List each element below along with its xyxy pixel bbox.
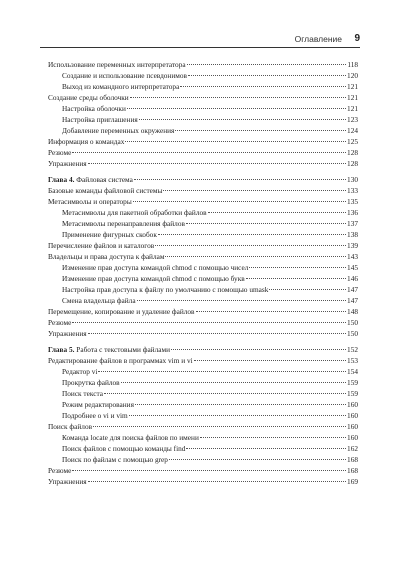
dot-leader [98, 371, 346, 372]
toc-page-number: 145 [347, 263, 358, 272]
toc-entry [48, 262, 358, 273]
dot-leader [93, 426, 346, 427]
toc-entry-title [62, 284, 268, 295]
toc-page-number: 128 [347, 159, 358, 168]
toc-entry-text: Изменение прав доступа командой chmod с помощью букв [62, 274, 245, 283]
toc-entry-text: Редактор vi [62, 367, 98, 376]
toc-entry [48, 158, 358, 169]
toc-entry-text: Метасимволы для пакетной обработки файлов [62, 208, 207, 217]
toc-page-number: 147 [347, 285, 358, 294]
toc-entry-title [62, 295, 136, 306]
toc-entry-title [48, 355, 193, 366]
toc-page-number: 160 [347, 422, 358, 431]
dot-leader [194, 360, 346, 361]
toc-entry-title [62, 262, 248, 273]
toc-entry [48, 114, 358, 125]
toc-entry-title [62, 229, 157, 240]
toc-page-number: 160 [347, 433, 358, 442]
toc-entry-title [62, 207, 207, 218]
toc-page-number: 160 [347, 400, 358, 409]
dot-leader [186, 223, 346, 224]
toc-entry [48, 81, 358, 92]
toc-entry-title [48, 147, 71, 158]
dot-leader [125, 141, 346, 142]
toc-entry-title [62, 70, 187, 81]
toc-entry [48, 295, 358, 306]
toc-page-number: 162 [347, 444, 358, 453]
dot-leader [158, 234, 346, 235]
toc-page-number: 159 [347, 389, 358, 398]
toc-entry-title [62, 273, 245, 284]
toc-entry-text: Метасимволы перенаправления файлов [62, 219, 185, 228]
toc-entry-text: Поиск файлов [48, 422, 93, 431]
toc-page-number: 138 [347, 230, 358, 239]
dot-leader [72, 470, 346, 471]
dot-leader [139, 119, 346, 120]
toc-entry-text: Базовые команды файловой системы [48, 186, 163, 195]
dot-leader [165, 256, 346, 257]
toc-entry-text: Команда locate для поиска файлов по имени [62, 433, 199, 442]
toc-entry-title [62, 103, 126, 114]
toc-entry [48, 147, 358, 158]
toc-page-number: 125 [347, 137, 358, 146]
toc-entry [48, 207, 358, 218]
toc-page-number: 147 [347, 296, 358, 305]
toc-entry-text: Выход из командного интерпретатора [62, 82, 180, 91]
toc-entry [48, 465, 358, 476]
toc-page-number: 168 [347, 455, 358, 464]
dot-leader [246, 278, 346, 279]
toc-page-number: 139 [347, 241, 358, 250]
toc-page-number: 143 [347, 252, 358, 261]
toc-entry-text: Поиск файлов с помощью команды find [62, 444, 186, 453]
toc-entry-title [62, 388, 103, 399]
toc-entry-title [48, 158, 87, 169]
toc-entry-text: Создание и использование псевдонимов [62, 71, 187, 80]
chapter-prefix: Глава 4. [48, 175, 75, 184]
dot-leader [121, 382, 346, 383]
running-header-title: Оглавление [294, 34, 342, 44]
toc-entry-text: Перемещение, копирование и удаление файлов [48, 307, 195, 316]
toc-entry [48, 185, 358, 196]
dot-leader [163, 190, 346, 191]
toc-entry [48, 136, 358, 147]
page-header [40, 33, 360, 48]
toc-entry-text: Прокрутка файлов [62, 378, 120, 387]
toc-page-number: 121 [347, 104, 358, 113]
toc-entry-title [62, 399, 134, 410]
toc-chapter-entry [48, 344, 358, 355]
toc-entry-title [62, 410, 128, 421]
toc-entry-title [62, 377, 120, 388]
toc-entry [48, 125, 358, 136]
toc-entry-title [48, 185, 162, 196]
dot-leader [127, 108, 346, 109]
toc-entry-text: Применение фигурных скобок [62, 230, 157, 239]
dot-leader [88, 163, 346, 164]
toc-entry [48, 377, 358, 388]
toc-entry [48, 196, 358, 207]
toc-entry [48, 92, 358, 103]
toc-entry [48, 70, 358, 81]
dot-leader [186, 448, 346, 449]
toc-entry-title [48, 59, 186, 70]
chapter-prefix: Глава 5. [48, 345, 75, 354]
toc-entry-text: Упражнения [48, 159, 87, 168]
toc-entry-title [62, 454, 168, 465]
toc-entry [48, 476, 358, 487]
toc-entry [48, 454, 358, 465]
dot-leader [269, 289, 346, 290]
toc-entry-text: Файловая система [76, 175, 133, 184]
dot-leader [88, 333, 346, 334]
toc-page-number: 121 [347, 82, 358, 91]
toc-entry-text: Настройка приглашения [62, 115, 138, 124]
toc-entry [48, 251, 358, 262]
toc-entry-text: Работа с текстовыми файлами [76, 345, 170, 354]
toc-page-number: 124 [347, 126, 358, 135]
dot-leader [135, 404, 346, 405]
dot-leader [72, 152, 346, 153]
toc-entry-text: Упражнения [48, 329, 87, 338]
dot-leader [208, 212, 346, 213]
toc-entry [48, 306, 358, 317]
toc-page-number: 146 [347, 274, 358, 283]
toc-entry-title [62, 125, 174, 136]
toc-entry-text: Упражнения [48, 477, 87, 486]
toc-entry-title [62, 443, 185, 454]
toc-page-number: 169 [347, 477, 358, 486]
toc-entry-title [48, 306, 195, 317]
page-number: 9 [354, 33, 360, 44]
toc-entry-title [62, 432, 199, 443]
dot-leader [129, 415, 346, 416]
toc-page-number: 136 [347, 208, 358, 217]
toc-entry [48, 218, 358, 229]
toc-page-number: 150 [347, 318, 358, 327]
toc-entry-text: Владельцы и права доступа к файлам [48, 252, 165, 261]
dot-leader [169, 459, 346, 460]
toc-entry-title [62, 114, 138, 125]
dot-leader [155, 245, 346, 246]
toc-entry-text: Редактирование файлов в программах vim и vi [48, 356, 193, 365]
toc-entry [48, 103, 358, 114]
toc-page-number: 121 [347, 93, 358, 102]
toc-entry-text: Использование переменных интерпретатора [48, 60, 186, 69]
toc-entry-title [48, 92, 129, 103]
toc-entry-text: Смена владельца файла [62, 296, 136, 305]
dot-leader [188, 75, 346, 76]
dot-leader [134, 179, 346, 180]
toc-entry [48, 240, 358, 251]
toc-entry [48, 399, 358, 410]
dot-leader [72, 322, 346, 323]
toc-entry-text: Настройка оболочки [62, 104, 126, 113]
toc-chapter-entry [48, 174, 358, 185]
toc-entry-text: Добавление переменных окружения [62, 126, 175, 135]
toc-entry-title [48, 196, 132, 207]
toc-entry [48, 410, 358, 421]
toc-page-number: 159 [347, 378, 358, 387]
toc-entry [48, 421, 358, 432]
toc-page-number: 153 [347, 356, 358, 365]
toc-entry-title [62, 218, 185, 229]
toc-entry-text: Подробнее о vi и vim [62, 411, 128, 420]
toc-page-number: 150 [347, 329, 358, 338]
toc-entry [48, 59, 358, 70]
toc-entry-title [48, 136, 124, 147]
dot-leader [187, 64, 347, 65]
toc-entry [48, 328, 358, 339]
toc-page-number: 135 [347, 197, 358, 206]
toc-entry-text: Создание среды оболочки [48, 93, 129, 102]
toc-entry [48, 284, 358, 295]
toc-entry-title [48, 240, 154, 251]
toc-entry-title [48, 174, 133, 185]
toc-page-number: 137 [347, 219, 358, 228]
toc-entry-title [48, 421, 92, 432]
dot-leader [180, 86, 346, 87]
toc-page-number: 168 [347, 466, 358, 475]
toc-page-number: 120 [347, 71, 358, 80]
dot-leader [171, 349, 346, 350]
toc-entry-title [62, 81, 179, 92]
dot-leader [104, 393, 346, 394]
toc-entry [48, 388, 358, 399]
toc-entry-title [48, 317, 71, 328]
toc-entry-text: Резюме [48, 148, 72, 157]
toc-entry-text: Поиск по файлам с помощью grep [62, 455, 168, 464]
toc-entry-title [48, 251, 164, 262]
toc-entry-title [62, 366, 97, 377]
toc-entry-text: Метасимволы и операторы [48, 197, 132, 206]
dot-leader [130, 97, 346, 98]
toc-entry [48, 229, 358, 240]
toc-page-number: 118 [347, 60, 358, 69]
dot-leader [133, 201, 346, 202]
toc-page-number: 133 [347, 186, 358, 195]
toc-entry [48, 355, 358, 366]
dot-leader [137, 300, 346, 301]
toc-page-number: 160 [347, 411, 358, 420]
dot-leader [196, 311, 347, 312]
dot-leader [249, 267, 346, 268]
toc-entry-title [48, 328, 87, 339]
table-of-contents [48, 59, 358, 487]
toc-page-number: 152 [347, 345, 358, 354]
toc-entry [48, 317, 358, 328]
toc-entry-title [48, 476, 87, 487]
toc-entry-text: Резюме [48, 466, 72, 475]
toc-page-number: 148 [347, 307, 358, 316]
dot-leader [200, 437, 346, 438]
toc-page-number: 123 [347, 115, 358, 124]
toc-page-number: 154 [347, 367, 358, 376]
toc-entry-title [48, 465, 71, 476]
toc-entry-text: Поиск текста [62, 389, 103, 398]
toc-entry-text: Резюме [48, 318, 72, 327]
toc-entry-text: Режим редактирования [62, 400, 134, 409]
toc-entry-text: Изменение прав доступа командой chmod с помощью чисел [62, 263, 249, 272]
toc-entry [48, 273, 358, 284]
toc-entry [48, 443, 358, 454]
toc-page-number: 130 [347, 175, 358, 184]
dot-leader [175, 130, 346, 131]
toc-entry [48, 432, 358, 443]
toc-entry-text: Перечисление файлов и каталогов [48, 241, 155, 250]
toc-entry-title [48, 344, 170, 355]
toc-entry-text: Настройка прав доступа к файлу по умолчанию с помощью umask [62, 285, 269, 294]
toc-page-number: 128 [347, 148, 358, 157]
dot-leader [88, 481, 346, 482]
toc-entry-text: Информация о командах [48, 137, 125, 146]
toc-entry [48, 366, 358, 377]
